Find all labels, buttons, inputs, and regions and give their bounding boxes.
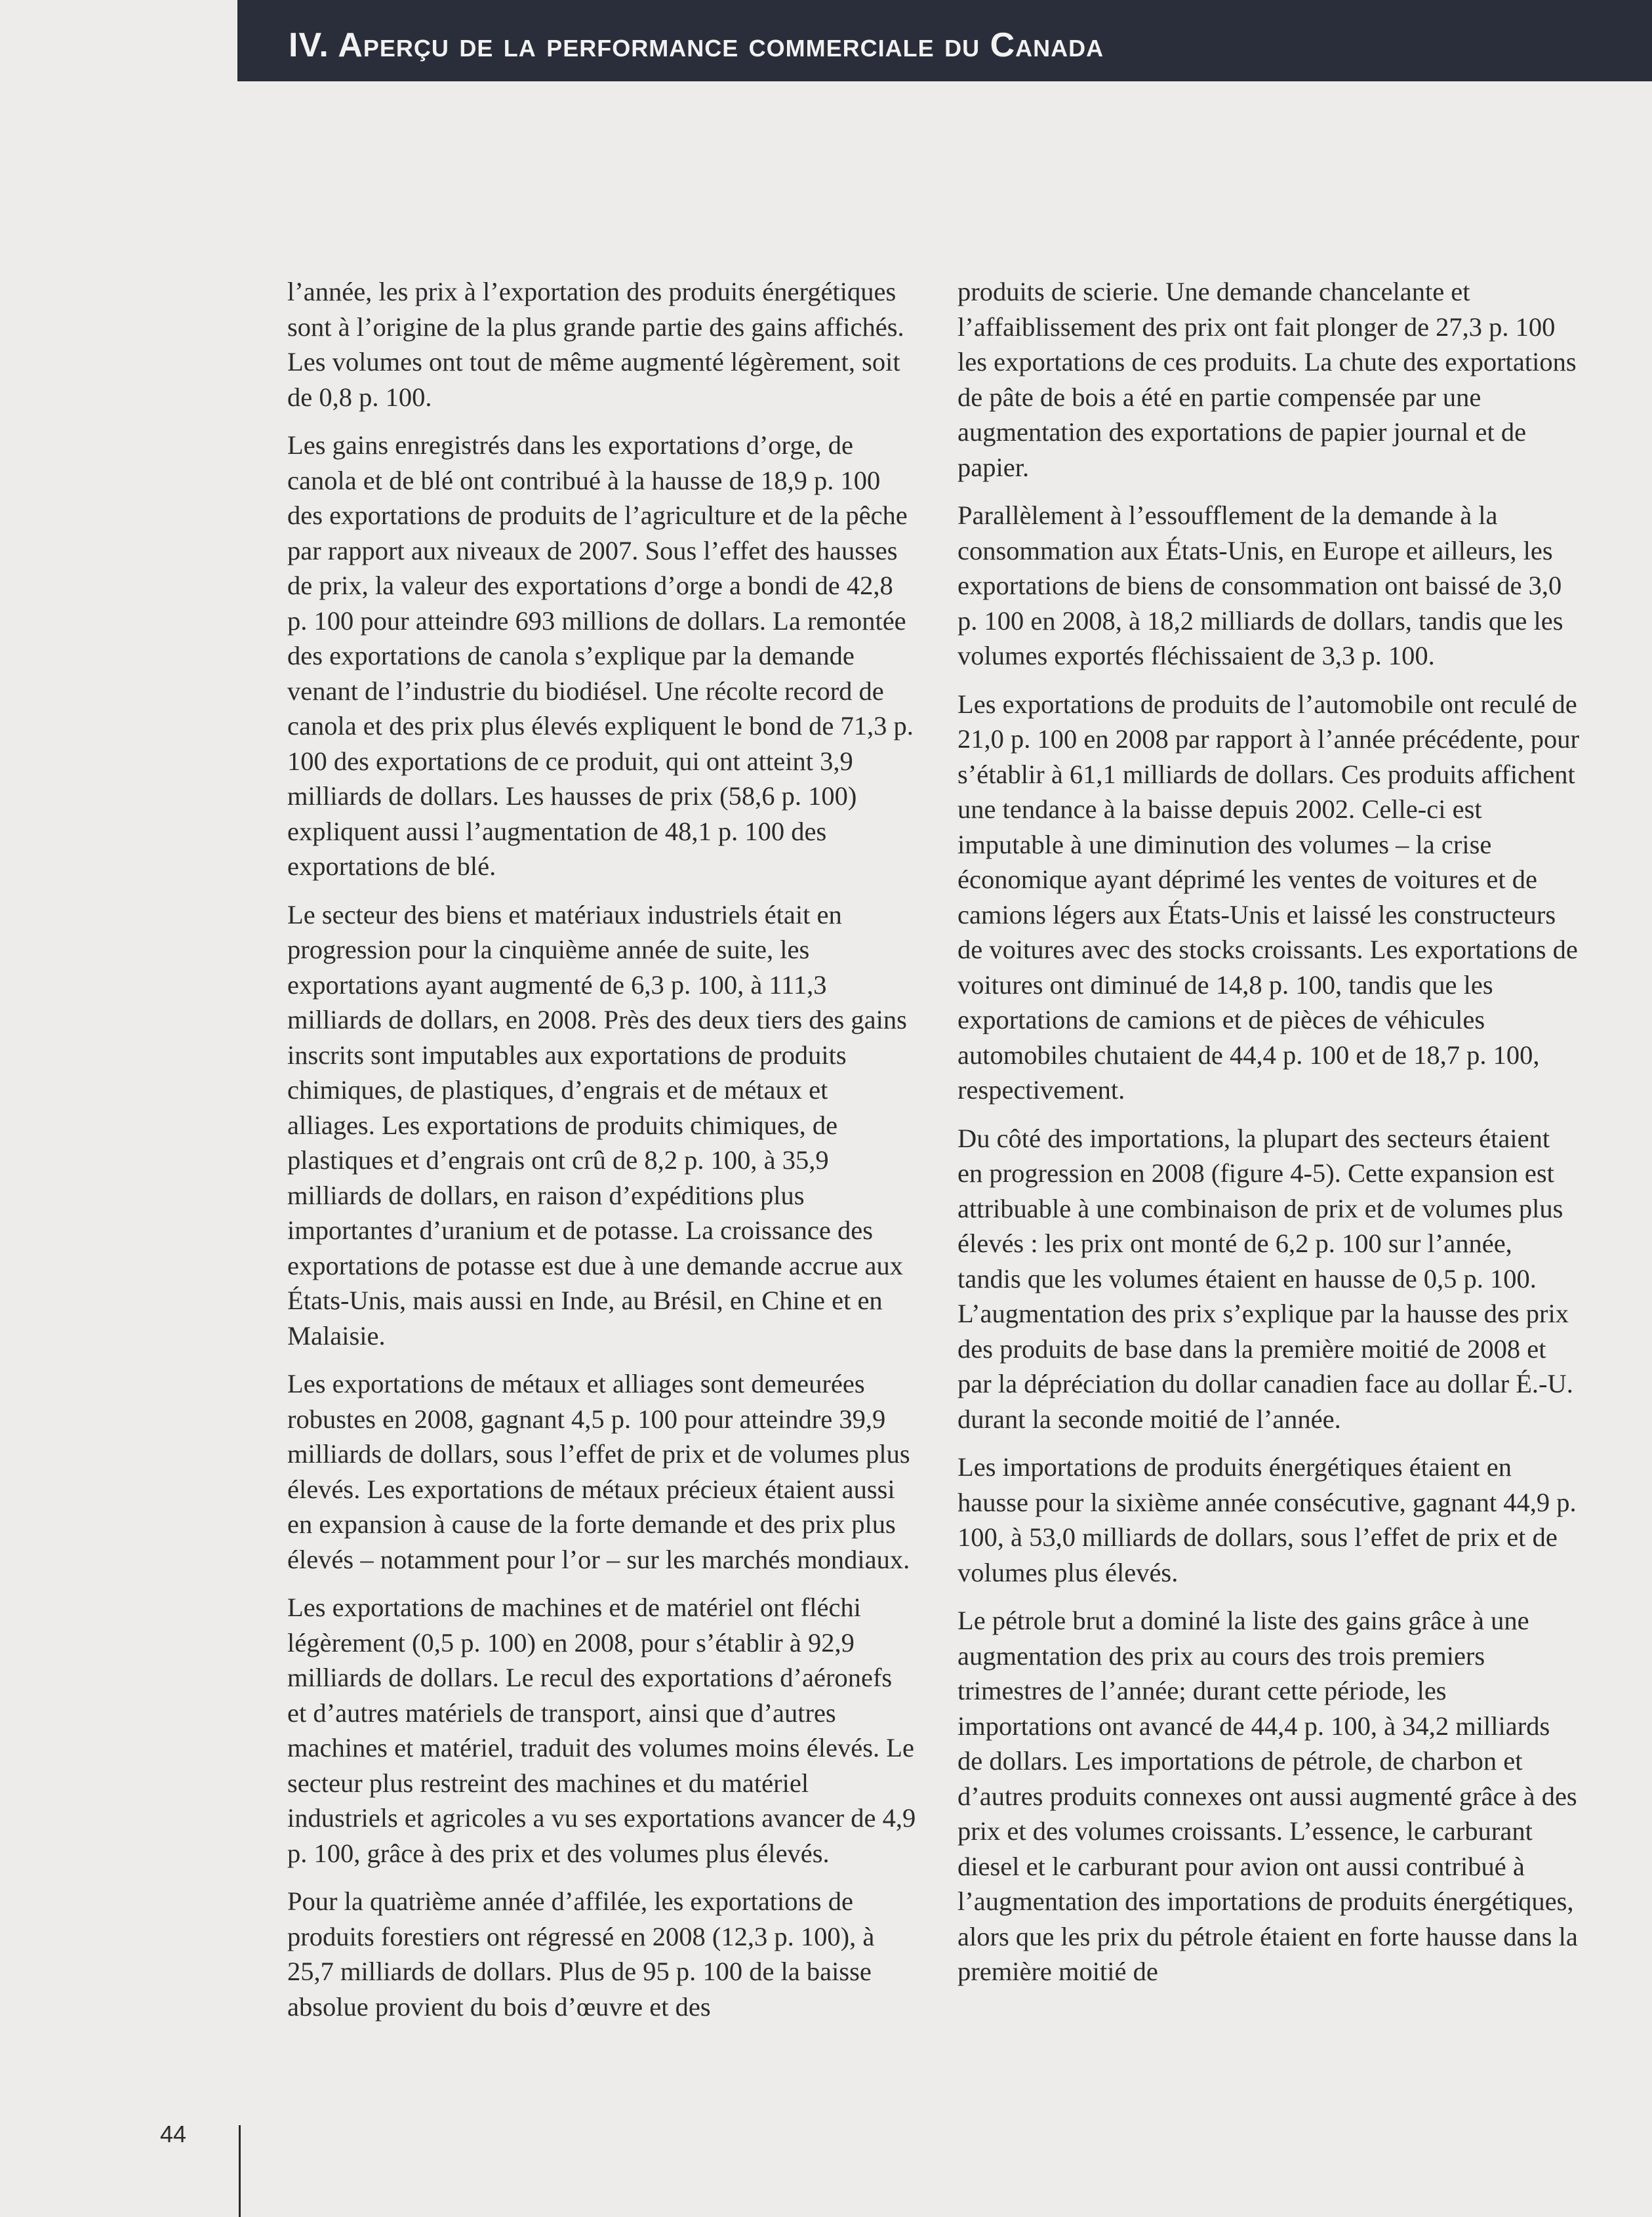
page-number: 44 xyxy=(160,2121,187,2147)
paragraph: Les exportations de machines et de matériel ont fléchi légèrement (0,5 p. 100) en 2008, pour s’établir à 92,9 milliards de dollars. Le recul des exportations d’aéronefs et d’autres matériels de transport, ainsi que d’autres machines et matériel, traduit des volumes moins élevés. Le secteur plus restreint des machines et du matériel industriels et agricoles a vu ses exportations avancer de 4,9 p. 100, grâce à des prix et des volumes plus élevés. xyxy=(287,1593,916,1868)
chapter-title: IV. Aperçu de la performance commerciale du Canada xyxy=(289,26,1104,64)
paragraph: l’année, les prix à l’exportation des produits énergétiques sont à l’origine de la plus grande partie des gains affichés. Les volumes ont tout de même augmenté légèrement, soit de 0,8 p. 100. xyxy=(287,277,904,412)
paragraph: Les gains enregistrés dans les exportations d’orge, de canola et de blé ont contribué à la hausse de 18,9 p. 100 des exportations de produits de l’agriculture et de la pêche par rapport aux niveaux de 2007. Sous l’effet des hausses de prix, la valeur des exportations d’orge a bondi de 42,8 p. 100 pour atteindre 693 millions de dollars. La remontée des exportations de canola s’explique par la demande venant de l’industrie du biodiésel. Une récolte record de canola et des prix plus élevés expliquent le bond de 71,3 p. 100 des exportations de ce produit, qui ont atteint 3,9 milliards de dollars. Les hausses de prix (58,6 p. 100) expliquent aussi l’augmentation de 48,1 p. 100 des exportations de blé. xyxy=(287,430,914,881)
paragraph: Le secteur des biens et matériaux industriels était en progression pour la cinquième année de suite, les exportations ayant augmenté de 6,3 p. 100, à 111,3 milliards de dollars, en 2008. Près des deux tiers des gains inscrits sont imputables aux exportations de produits chimiques, de plastiques, d’engrais et de métaux et alliages. Les exportations de produits chimiques, de plastiques et d’engrais ont crû de 8,2 p. 100, à 35,9 milliards de dollars, en raison d’expéditions plus importantes d’uranium et de potasse. La croissance des exportations de potasse est due à une demande accrue aux États-Unis, mais aussi en Inde, au Brésil, en Chine et en Malaisie. xyxy=(287,899,907,1351)
paragraph: Les exportations de produits de l’automobile ont reculé de 21,0 p. 100 en 2008 par rapport à l’année précédente, pour s’établir à 61,1 milliards de dollars. Ces produits affichent une tendance à la baisse depuis 2002. Celle-ci est imputable à une diminution des volumes – la crise économique ayant déprimé les ventes de voitures et de camions légers aux États-Unis et laissé les constructeurs de voitures avec des stocks croissants. Les exportations de voitures ont diminué de 14,8 p. 100, tandis que les exportations de camions et de pièces de véhicules automobiles chutaient de 44,4 p. 100 et de 18,7 p. 100, respectivement. xyxy=(957,689,1580,1105)
left-text-column xyxy=(287,274,917,2037)
paragraph: Parallèlement à l’essoufflement de la demande à la consommation aux États-Unis, en Europe et ailleurs, les exportations de biens de consommation ont baissé de 3,0 p. 100 en 2008, à 18,2 milliards de dollars, tandis que les volumes exportés fléchissaient de 3,3 p. 100. xyxy=(957,500,1563,670)
right-text-column xyxy=(957,274,1581,2003)
footer-divider xyxy=(239,2125,241,2217)
paragraph: produits de scierie. Une demande chancelante et l’affaiblissement des prix ont fait plonger de 27,3 p. 100 les exportations de ces produits. La chute des exportations de pâte de bois a été en partie compensée par une augmentation des exportations de papier journal et de papier. xyxy=(957,277,1577,482)
paragraph: Pour la quatrième année d’affilée, les exportations de produits forestiers ont régressé en 2008 (12,3 p. 100), à 25,7 milliards de dollars. Plus de 95 p. 100 de la baisse absolue provient du bois d’œuvre et des xyxy=(287,1886,875,2022)
paragraph: Le pétrole brut a dominé la liste des gains grâce à une augmentation des prix au cours des trois premiers trimestres de l’année; durant cette période, les importations ont avancé de 44,4 p. 100, à 34,2 milliards de dollars. Les importations de pétrole, de charbon et d’autres produits connexes ont aussi augmenté grâce à des prix et des volumes croissants. L’essence, le carburant diesel et le carburant pour avion ont aussi contribué à l’augmentation des importations de produits énergétiques, alors que les prix du pétrole étaient en forte hausse dans la première moitié de xyxy=(957,1606,1578,1986)
paragraph: Les importations de produits énergétiques étaient en hausse pour la sixième année consécutive, gagnant 44,9 p. 100, à 53,0 milliards de dollars, sous l’effet de prix et de volumes plus élevés. xyxy=(957,1452,1577,1587)
paragraph: Du côté des importations, la plupart des secteurs étaient en progression en 2008 (figure 4-5). Cette expansion est attribuable à une combinaison de prix et de volumes plus élevés : les prix ont monté de 6,2 p. 100 sur l’année, tandis que les volumes étaient en hausse de 0,5 p. 100. L’augmentation des prix s’explique par la hausse des prix des produits de base dans la première moitié de 2008 et par la dépréciation du dollar canadien face au dollar É.-U. durant la seconde moitié de l’année. xyxy=(957,1123,1573,1434)
paragraph: Les exportations de métaux et alliages sont demeurées robustes en 2008, gagnant 4,5 p. 100 pour atteindre 39,9 milliards de dollars, sous l’effet de prix et de volumes plus élevés. Les exportations de métaux précieux étaient aussi en expansion à cause de la forte demande et des prix plus élevés – notamment pour l’or – sur les marchés mondiaux. xyxy=(287,1369,910,1574)
